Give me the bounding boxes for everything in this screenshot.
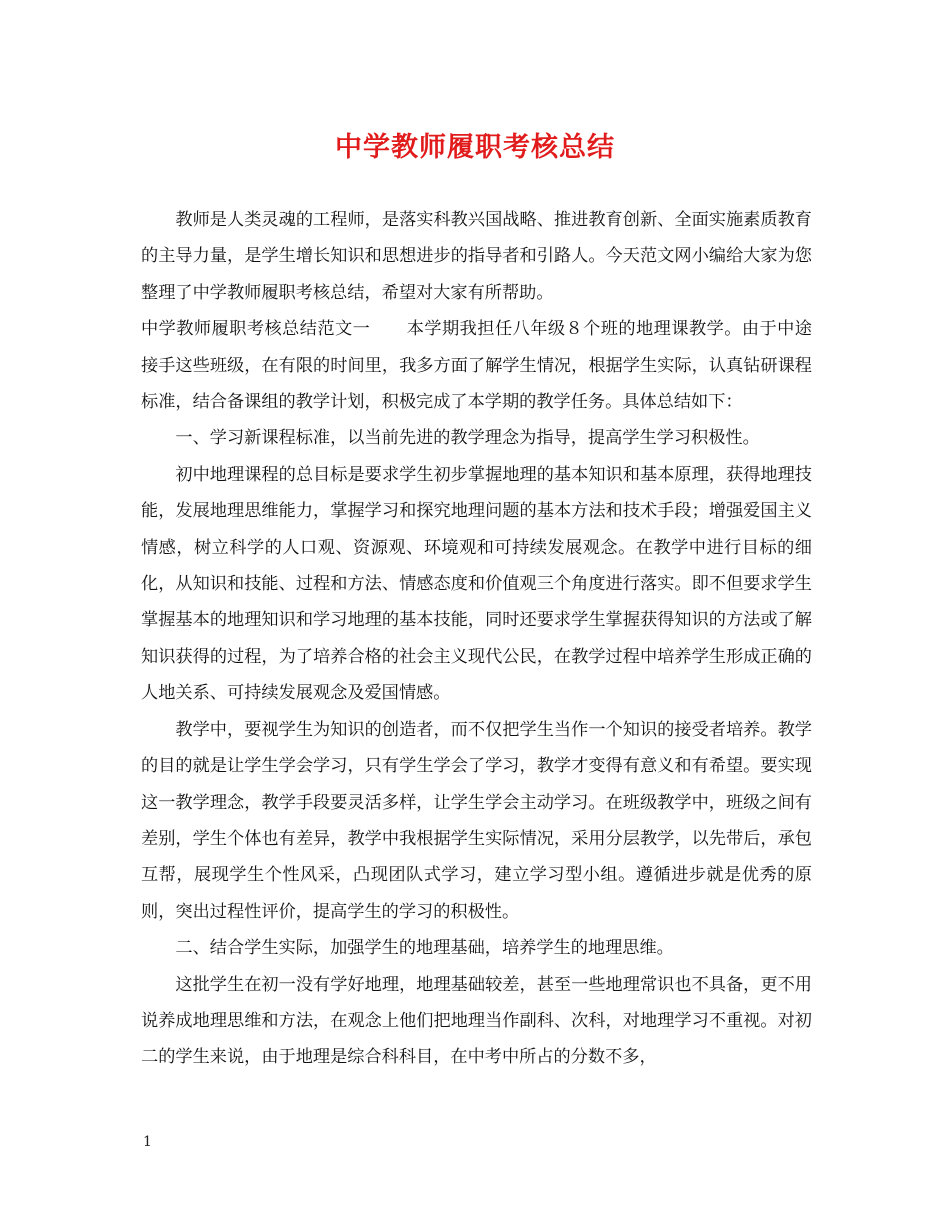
section-label: 中学教师履职考核总结范文一	[141, 319, 371, 340]
document-title: 中学教师履职考核总结	[335, 132, 615, 163]
page-number: 1	[143, 1134, 152, 1150]
section-paragraph	[141, 311, 812, 420]
section-first-paragraph: 本学期我担任八年级８个班的地理课教学。由于中途接手这些班级，在有限的时间里，我多方面了解学生情况，根据学生实际，认真钻研课程标准，结合备课组的教学计划，积极完成了本学期的教学任务。具体总结如下：	[141, 319, 812, 413]
paragraph-teaching-approach: 教学中，要视学生为知识的创造者，而不仅把学生当作一个知识的接受者培养。教学的目的就是让学生学会学习，只有学生学会了学习，教学才变得有意义和有希望。要实现这一教学理念，教学手段要灵活多样，让学生学会主动学习。在班级教学中，班级之间有差别，学生个体也有差异，教学中我根据学生实际情况，采用分层教学，以先带后，承包互帮，展现学生个性风采，凸现团队式学习，建立学习型小组。遵循进步就是优秀的原则，突出过程性评价，提高学生的学习的积极性。	[141, 719, 812, 922]
intro-paragraph: 教师是人类灵魂的工程师，是落实科教兴国战略、推进教育创新、全面实施素质教育的主导力量，是学生增长知识和思想进步的指导者和引路人。今天范文网小编给大家为您整理了中学教师履职考核总结，希望对大家有所帮助。	[141, 210, 812, 303]
document-body	[141, 202, 812, 1076]
paragraph-student-situation: 这批学生在初一没有学好地理，地理基础较差，甚至一些地理常识也不具备，更不用说养成地理思维和方法，在观念上他们把地理当作副科、次科，对地理学习不重视。对初二的学生来说，由于地理是综合科科目，在中考中所占的分数不多，	[141, 974, 812, 1068]
heading-one: 一、学习新课程标准，以当前先进的教学理念为指导，提高学生学习积极性。	[175, 428, 760, 449]
paragraph-curriculum-goals: 初中地理课程的总目标是要求学生初步掌握地理的基本知识和基本原理，获得地理技能，发展地理思维能力，掌握学习和探究地理问题的基本方法和技术手段；增强爱国主义情感，树立科学的人口观、资源观、环境观和可持续发展观念。在教学中进行目标的细化，从知识和技能、过程和方法、情感态度和价值观三个角度进行落实。即不但要求学生掌握基本的地理知识和学习地理的基本技能，同时还要求学生掌握获得知识的方法或了解知识获得的过程，为了培养合格的社会主义现代公民，在教学过程中培养学生形成正确的人地关系、可持续发展观念及爱国情感。	[141, 464, 812, 704]
heading-two: 二、结合学生实际，加强学生的地理基础，培养学生的地理思维。	[175, 938, 674, 959]
